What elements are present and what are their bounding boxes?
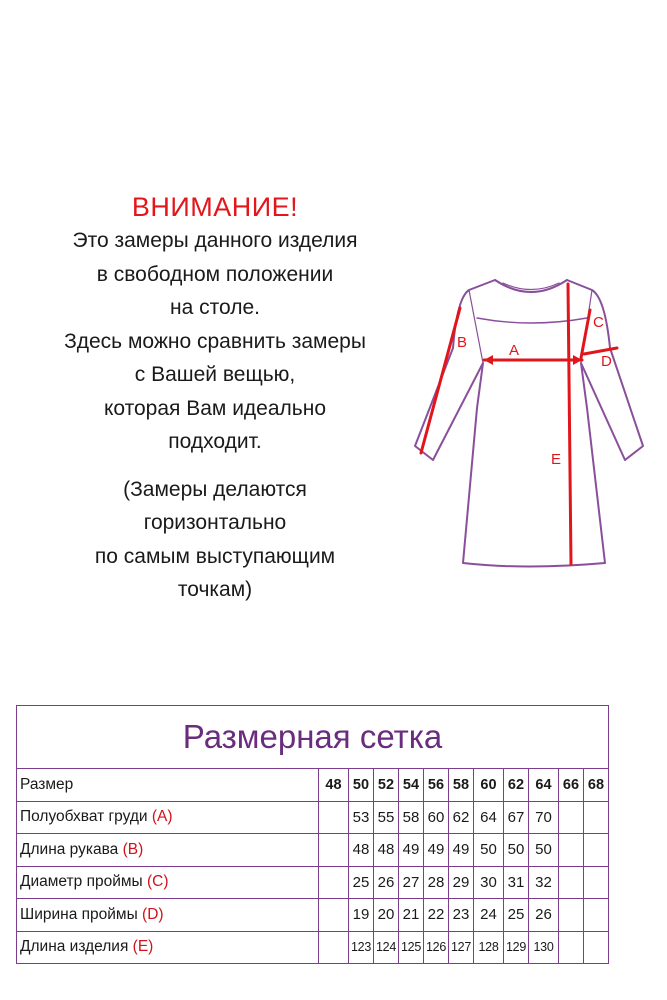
measure-line-c: [581, 310, 590, 358]
table-cell: 60: [424, 801, 449, 834]
notice-note-line: (Замеры делаются: [123, 477, 307, 501]
label-d: D: [601, 353, 612, 370]
table-row: [17, 931, 609, 964]
table-cell: 58: [399, 801, 424, 834]
row-label-text: Длина рукава: [20, 840, 119, 858]
size-header-cell: 68: [584, 769, 609, 802]
armhole-seam-left: [469, 290, 483, 363]
table-cell: [319, 834, 349, 867]
table-cell: 62: [449, 801, 474, 834]
table-cell: 128: [474, 931, 504, 964]
row-label-text: Диаметр проймы: [20, 873, 143, 891]
row-label-text: Длина изделия: [20, 938, 129, 956]
table-cell: [584, 931, 609, 964]
label-b: B: [457, 334, 468, 351]
table-cell: 28: [424, 866, 449, 899]
table-cell: 24: [474, 899, 504, 932]
table-cell: 129: [504, 931, 529, 964]
label-e: E: [551, 451, 562, 468]
dress-neckline: [495, 280, 567, 292]
table-row: [17, 899, 609, 932]
table-cell: [319, 866, 349, 899]
size-header-cell: 66: [559, 769, 584, 802]
row-label-length: [17, 931, 319, 964]
table-cell: 55: [374, 801, 399, 834]
table-cell: 64: [474, 801, 504, 834]
notice-line: на столе.: [170, 296, 260, 319]
notice-line: которая Вам идеально: [103, 396, 327, 420]
size-header-cell: 52: [374, 769, 399, 802]
table-cell: 20: [374, 899, 399, 932]
row-label-text: Ширина проймы: [20, 905, 138, 923]
row-label-text: Полуобхват груди: [20, 808, 148, 826]
row-label-armhole-diameter: [17, 866, 319, 899]
table-cell: 26: [529, 899, 559, 932]
row-code: (C): [146, 873, 169, 891]
table-cell: 67: [504, 801, 529, 834]
table-row: [17, 866, 609, 899]
dress-measurement-diagram: [405, 268, 655, 578]
table-cell: 19: [349, 899, 374, 932]
size-header-cell: 50: [349, 769, 374, 802]
table-cell: [584, 866, 609, 899]
table-cell: 49: [399, 834, 424, 867]
row-code: (E): [132, 938, 154, 956]
table-cell: 22: [424, 899, 449, 932]
table-cell: 50: [474, 834, 504, 867]
table-cell: [559, 834, 584, 867]
table-cell: [584, 899, 609, 932]
size-header-row: [17, 769, 609, 802]
table-cell: 25: [349, 866, 374, 899]
row-label-armhole-width: [17, 899, 319, 932]
row-code: (B): [122, 840, 144, 858]
table-cell: 23: [449, 899, 474, 932]
row-code: (A): [151, 808, 173, 826]
size-header-label: Размер: [17, 769, 319, 802]
table-row: [17, 801, 609, 834]
table-cell: 26: [374, 866, 399, 899]
size-header-cell: 64: [529, 769, 559, 802]
table-cell: [584, 801, 609, 834]
notice-line: Это замеры данного изделия: [72, 229, 358, 252]
table-cell: 25: [504, 899, 529, 932]
size-chart-table: [16, 705, 609, 964]
notice-line: Здесь можно сравнить замеры: [64, 329, 366, 353]
table-cell: 130: [529, 931, 559, 964]
table-cell: 126: [424, 931, 449, 964]
row-label-sleeve: [17, 834, 319, 867]
table-cell: [559, 801, 584, 834]
label-c: C: [593, 314, 604, 331]
size-header-cell: 62: [504, 769, 529, 802]
notice-note-line: точкам): [177, 578, 253, 601]
label-a: A: [509, 342, 520, 359]
table-cell: 31: [504, 866, 529, 899]
row-code: (D): [142, 905, 164, 923]
notice-note-line: по самым выступающим: [94, 544, 336, 568]
notice-line: подходит.: [168, 430, 262, 453]
table-cell: 27: [399, 866, 424, 899]
size-chart-title: Размерная сетка: [17, 706, 609, 769]
table-cell: 70: [529, 801, 559, 834]
table-cell: [559, 931, 584, 964]
table-cell: [319, 801, 349, 834]
table-cell: 123: [349, 931, 374, 964]
table-cell: 21: [399, 899, 424, 932]
table-cell: 49: [449, 834, 474, 867]
table-cell: 48: [349, 834, 374, 867]
measure-line-b: [421, 308, 460, 453]
table-row: [17, 834, 609, 867]
table-cell: 50: [529, 834, 559, 867]
table-cell: [319, 899, 349, 932]
notice-block: [0, 190, 430, 607]
notice-line: с Вашей вещью,: [134, 363, 296, 386]
yoke-seam: [477, 318, 587, 323]
notice-title: ВНИМАНИЕ!: [131, 192, 299, 222]
size-header-cell: 56: [424, 769, 449, 802]
measure-line-e: [568, 284, 571, 564]
notice-note-line: горизонтально: [143, 511, 287, 534]
size-header-cell: 58: [449, 769, 474, 802]
row-label-chest: [17, 801, 319, 834]
table-cell: 125: [399, 931, 424, 964]
table-cell: [559, 866, 584, 899]
size-header-cell: 60: [474, 769, 504, 802]
size-header-cell: 54: [399, 769, 424, 802]
table-cell: [559, 899, 584, 932]
table-cell: 127: [449, 931, 474, 964]
table-cell: 49: [424, 834, 449, 867]
table-cell: 29: [449, 866, 474, 899]
table-cell: 50: [504, 834, 529, 867]
size-header-cell: 48: [319, 769, 349, 802]
table-cell: 53: [349, 801, 374, 834]
arrow-a-left: [484, 355, 493, 365]
table-cell: 48: [374, 834, 399, 867]
table-cell: 32: [529, 866, 559, 899]
notice-line: в свободном положении: [96, 262, 334, 286]
table-cell: [319, 931, 349, 964]
table-cell: 124: [374, 931, 399, 964]
table-cell: 30: [474, 866, 504, 899]
table-cell: [584, 834, 609, 867]
